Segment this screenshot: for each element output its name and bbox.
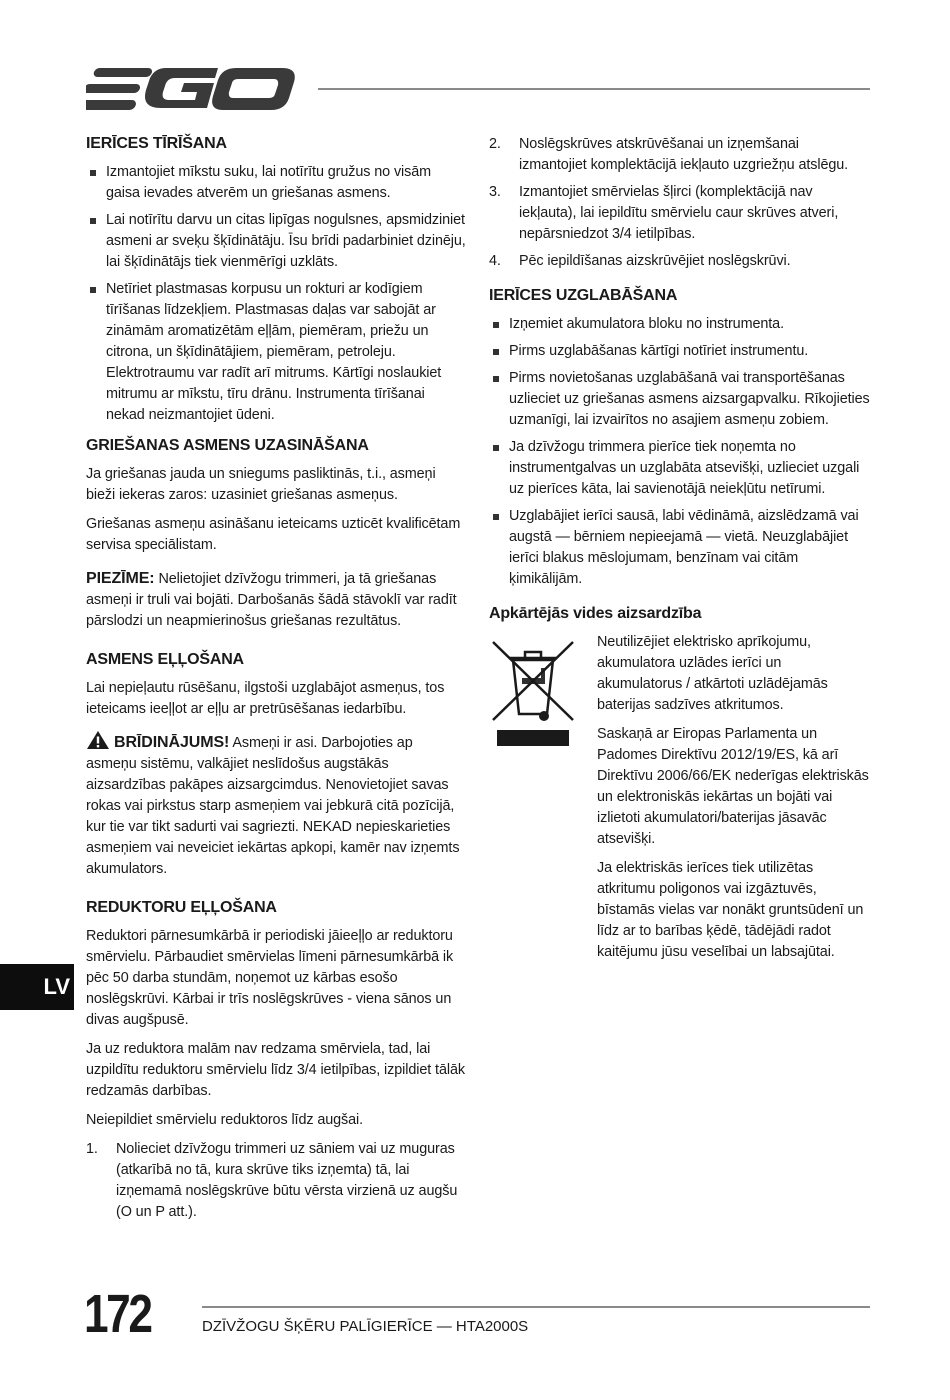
right-column bbox=[489, 134, 870, 971]
step-text: Pēc iepildīšanas aizskrūvējiet noslēgskrūvi. bbox=[519, 253, 791, 269]
ego-logo bbox=[86, 64, 298, 114]
paragraph: Ja griešanas jauda un sniegums pasliktinās, t.i., asmeņi bieži iekeras zaros: uzasiniet griešanas asmeņus. bbox=[86, 466, 436, 503]
section-title-sharpening: GRIEŠANAS ASMENS UZASINĀŠANA bbox=[86, 437, 369, 454]
list-item bbox=[489, 134, 870, 176]
footer-title: DZĪVŽOGU ŠĶĒRU PALĪGIERĪCE — HTA2000S bbox=[202, 1318, 529, 1335]
paragraph: Saskaņā ar Eiropas Parlamenta un Padomes Direktīvu 2012/19/ES, kā arī Direktīvu 2006/66/EK nederīgas elektriskās un elektroniskās iekārtas un bojāti vai izlietoti akumulatori/baterijas jāsavāc atsevišķi. bbox=[597, 726, 869, 847]
list-item: Izņemiet akumulatora bloku no instrumenta. bbox=[489, 314, 870, 335]
note-text: Nelietojiet dzīvžogu trimmeri, ja tā griešanas asmeņi ir truli vai bojāti. Darbošanās šādā stāvoklī var radīt pārslodzi un neapmierinošus griešanas rezultātus. bbox=[86, 571, 457, 629]
step-text: Noslēgskrūves atskrūvēšanai un izņemšanai izmantojiet komplektācijā iekļauto uzgriežņu atslēgu. bbox=[519, 136, 849, 173]
footer-rule bbox=[202, 1306, 870, 1308]
list-item: Pirms uzglabāšanas kārtīgi notīriet instrumentu. bbox=[489, 341, 870, 362]
paragraph: Ja uz reduktora malām nav redzama smērviela, tad, lai uzpildītu reduktoru smērvielu līdz 3/4 ietilpības, izpildiet tālāk redzamās darbības. bbox=[86, 1041, 465, 1099]
warning-label: BRĪDINĀJUMS! bbox=[114, 734, 230, 751]
list-item bbox=[489, 251, 870, 272]
left-column bbox=[86, 134, 466, 1233]
section-title-gearbox-oiling: REDUKTORU EĻĻOŠANA bbox=[86, 899, 277, 916]
list-item: Uzglabājiet ierīci sausā, labi vēdināmā, aizslēdzamā vai augstā — bērniem nepieejamā — vietā. Neuzglabājiet ierīci blakus mēslojumam, benzīnam vai citām ķimikālijām. bbox=[489, 506, 870, 590]
paragraph: Reduktori pārnesumkārbā ir periodiski jāieeļļo ar reduktoru smērvielu. Pārbaudiet smērvielas līmeni pārnesumkārbā ik pēc 50 darba stundām, noņemot uz kārbas esošo noslēgskrūvi. Kārbai ir trīs noslēgskrūves - viena sānos un divas augšpusē. bbox=[86, 928, 454, 1028]
step-text: Nolieciet dzīvžogu trimmeri uz sāniem vai uz muguras (atkarībā no tā, kura skrūve tiks izņemta) tā, lai izņemamā noslēgskrūve būtu vērsta virzienā uz augšu (O un P att.). bbox=[116, 1141, 458, 1220]
paragraph: Neiepildiet smērvielu reduktoros līdz augšai. bbox=[86, 1112, 364, 1128]
step-number: 2. bbox=[489, 136, 501, 152]
section-title-storage: IERĪCES UZGLABĀŠANA bbox=[489, 287, 678, 304]
list-item: Netīriet plastmasas korpusu un rokturi ar kodīgiem tīrīšanas līdzekļiem. Plastmasas daļas var sabojāt ar zināmām aromatizētām eļļām, piemēram, priežu un citrona, un šķīdinātājiem, piemēram, petroleju. Elektrotraumu var radīt arī mitrums. Kārtīgi noslaukiet mitrumu ar mīkstu, tīru drānu. Instrumenta tīrīšanai nekad neizmantojiet ūdeni. bbox=[86, 279, 466, 426]
header-rule bbox=[318, 88, 870, 90]
storage-list bbox=[489, 314, 870, 590]
note-paragraph bbox=[86, 568, 466, 632]
list-item bbox=[86, 1139, 466, 1223]
paragraph: Neutilizējiet elektrisko aprīkojumu, akumulatora uzlādes ierīci un akumulatorus / atkārtoti uzlādējamās baterijas sadzīves atkritumos. bbox=[597, 634, 828, 713]
paragraph: Ja elektriskās ierīces tiek utilizētas atkritumu poligonos vai izgāztuvēs, bīstamās vielas var nonākt gruntsūdenī un līdz ar to barības ķēdē, tādējādi radot kaitējumu jūsu veselībai un labsajūtai. bbox=[597, 860, 864, 960]
step-number: 4. bbox=[489, 253, 501, 269]
list-item bbox=[489, 182, 870, 245]
step-text: Izmantojiet smērvielas šļirci (komplektācijā nav iekļauta), lai iepildītu smērvielu caur skrūves atveri, nepārsniedzot 3/4 ietilpības. bbox=[519, 184, 839, 242]
note-label: PIEZĪME: bbox=[86, 570, 155, 587]
list-item: Pirms novietošanas uzglabāšanā vai transportēšanas uzlieciet uz griešanas asmens aizsargapvalku. Rīkojieties uzmanīgi, lai izvairītos no asajiem asmeņu zobiem. bbox=[489, 368, 870, 431]
section-title-blade-oiling: ASMENS EĻĻOŠANA bbox=[86, 651, 244, 668]
warning-paragraph bbox=[86, 730, 466, 880]
crossed-out-bin-icon bbox=[489, 634, 575, 754]
list-item: Lai notīrītu darvu un citas lipīgas nogulsnes, apsmidziniet asmeni ar sveķu šķīdinātāju. Īsu brīdi padarbiniet dzinēju, lai šķīdinātājs tiek vienmērīgi uzklāts. bbox=[86, 210, 466, 273]
warning-triangle-icon bbox=[86, 730, 110, 750]
steps-list-left bbox=[86, 1139, 466, 1223]
cleaning-list bbox=[86, 162, 466, 426]
warning-text: Asmeņi ir asi. Darbojoties ap asmeņu sistēmu, valkājiet neslīdošus augstākās aizsardzības pakāpes aizsargcimdus. Nenovietojiet savas rokas vai pirkstus starp asmeņiem vai jebkurā citā pozīcijā, kur tie var tikt sadurti vai sagriezti. NEKAD nepieskarieties asmeņiem vai neveiciet iekārtas apkopi, kamēr nav izņemts akumulators. bbox=[86, 735, 460, 877]
page-number: 172 bbox=[84, 1284, 151, 1344]
environment-text bbox=[597, 632, 870, 963]
steps-list-right bbox=[489, 134, 870, 272]
paragraph: Lai nepieļautu rūsēšanu, ilgstoši uzglabājot asmeņus, tos ieteicams ieeļļot ar eļļu ar pretrūsēšanas iedarbību. bbox=[86, 680, 445, 717]
list-item: Izmantojiet mīkstu suku, lai notīrītu gružus no visām gaisa ievades atverēm un griešanas asmens. bbox=[86, 162, 466, 204]
step-number: 1. bbox=[86, 1141, 98, 1157]
list-item: Ja dzīvžogu trimmera pierīce tiek noņemta no instrumentgalvas un uzglabāta atsevišķi, uzlieciet uzgali uz pierīces kāta, lai savienotājā neiekļūtu netīrumi. bbox=[489, 437, 870, 500]
paragraph: Griešanas asmeņu asināšanu ieteicams uzticēt kvalificētam servisa speciālistam. bbox=[86, 516, 461, 553]
environment-block bbox=[489, 632, 870, 963]
section-title-environment: Apkārtējās vides aizsardzība bbox=[489, 605, 702, 622]
section-title-cleaning: IERĪCES TĪRĪŠANA bbox=[86, 135, 227, 152]
language-tab: LV bbox=[0, 964, 74, 1010]
step-number: 3. bbox=[489, 184, 501, 200]
